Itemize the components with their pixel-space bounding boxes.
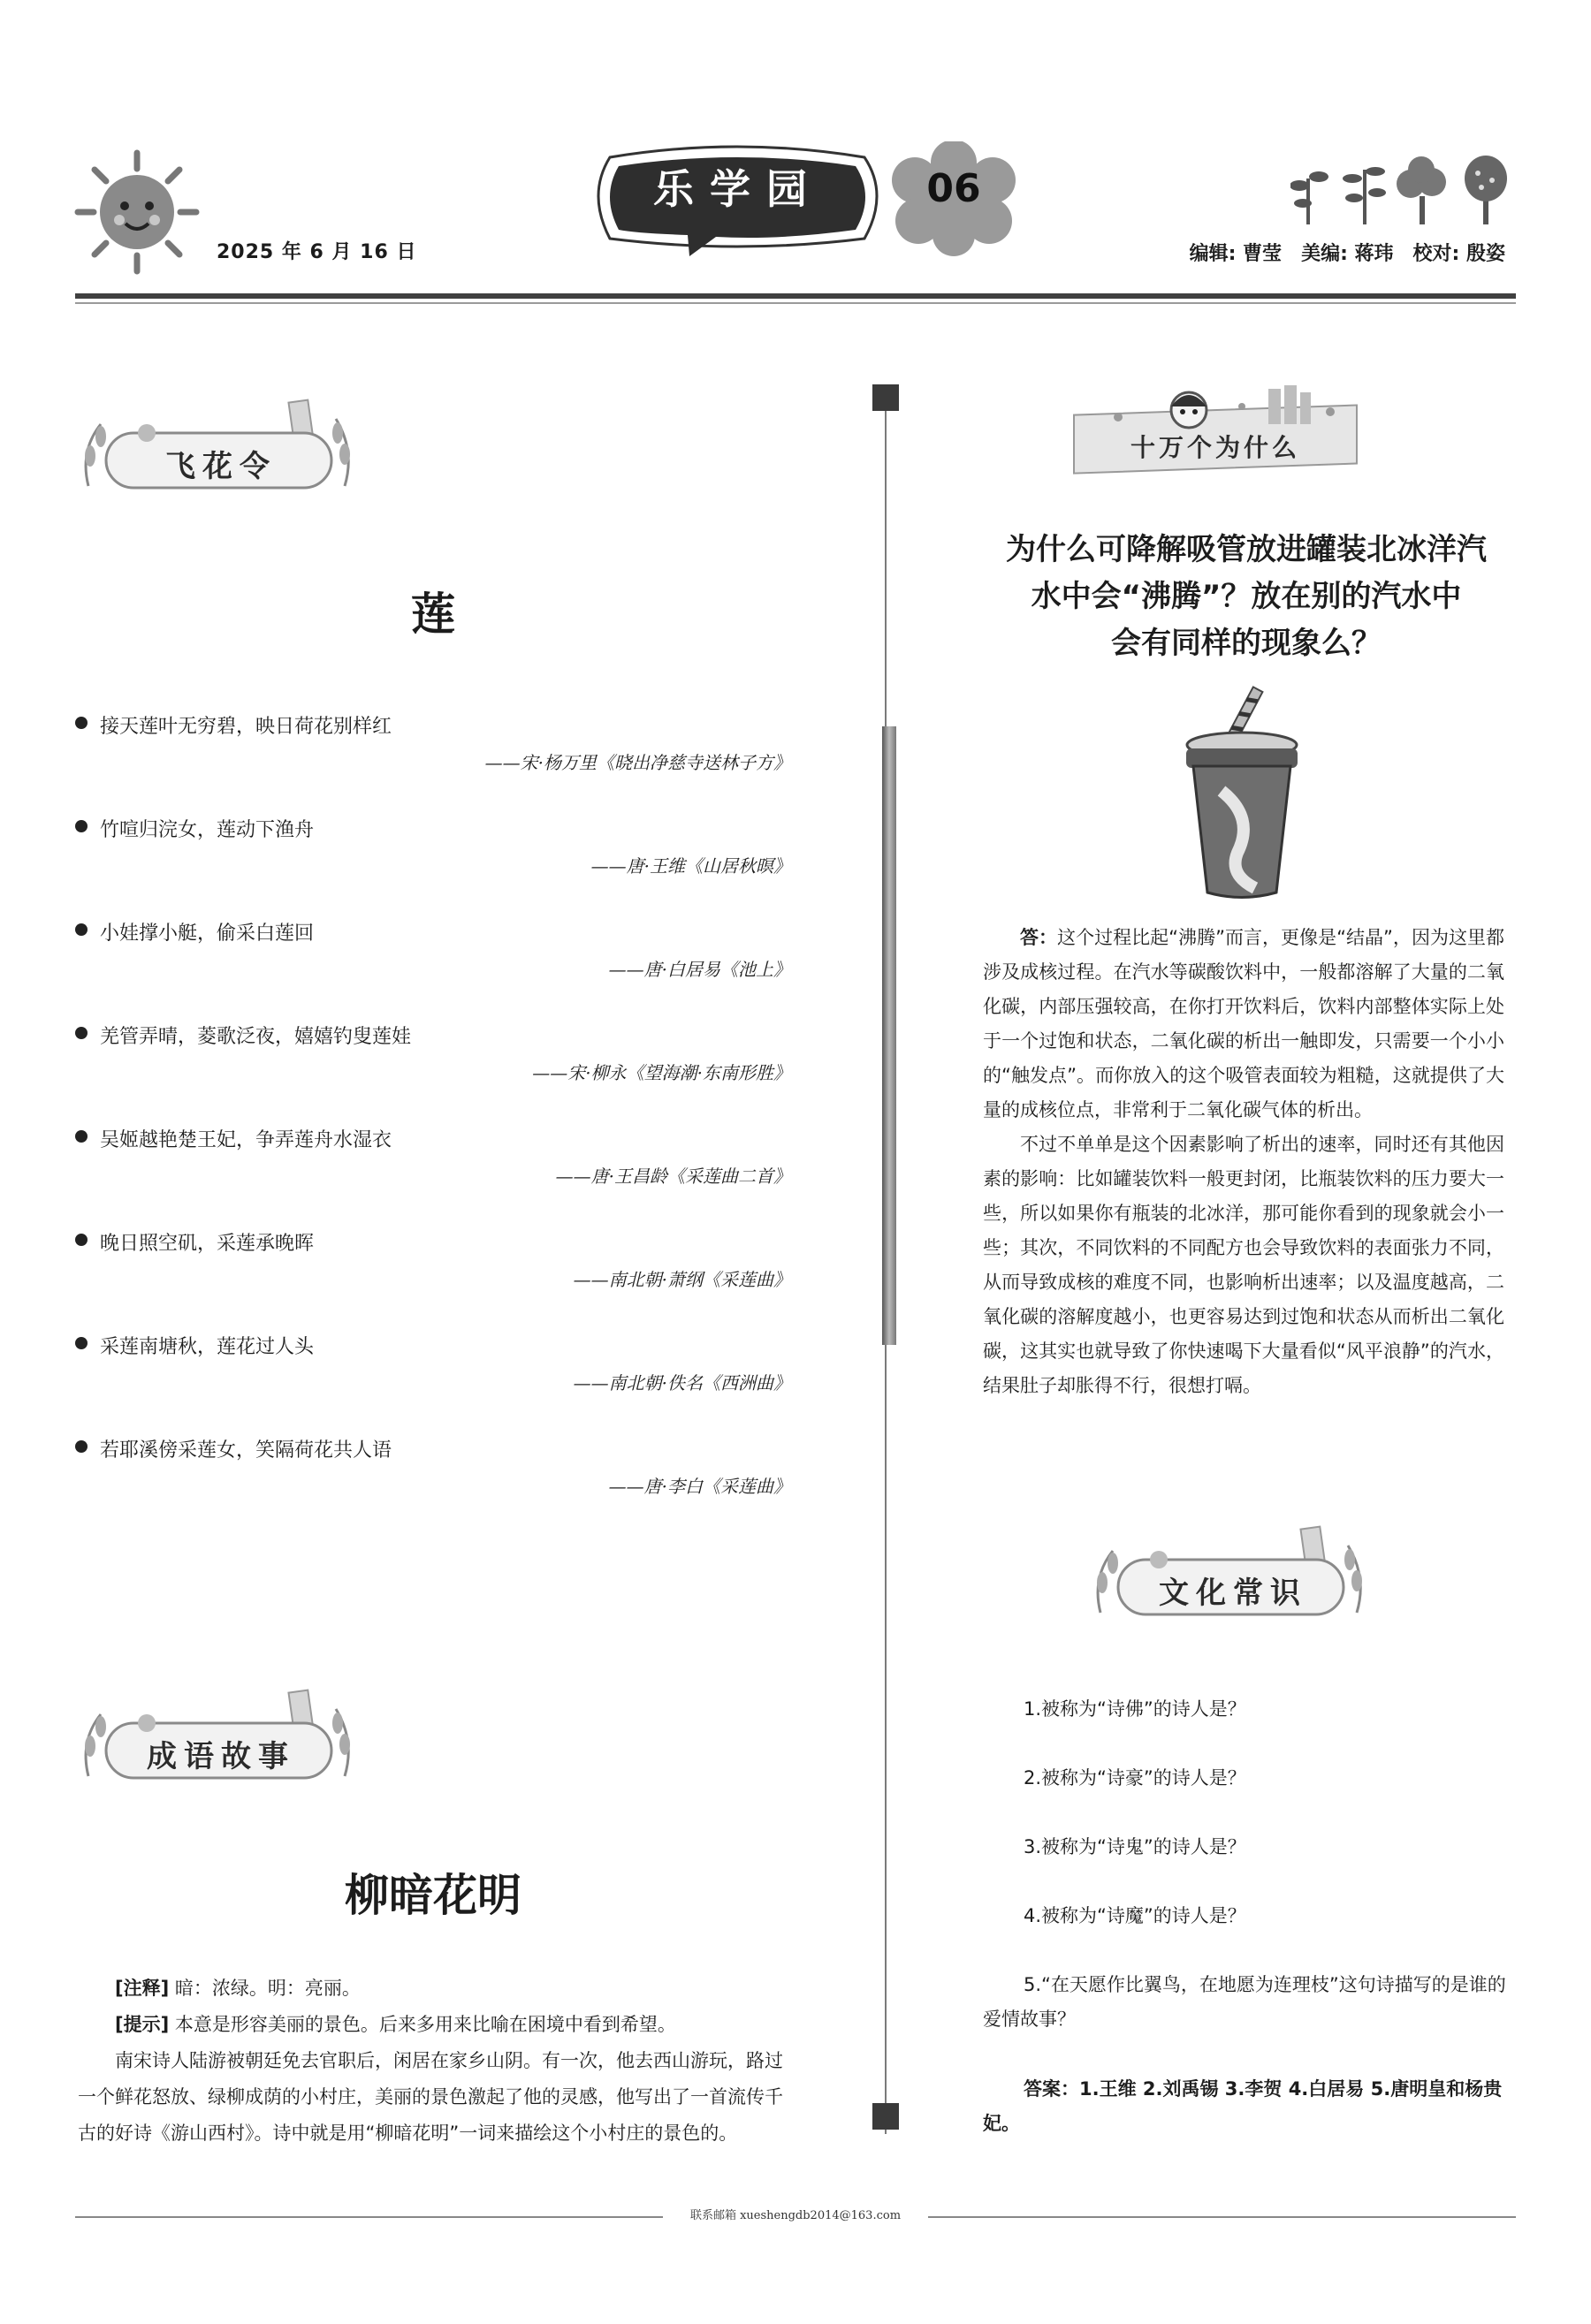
poem-line: 采莲南塘秋，莲花过人头	[100, 1336, 315, 1358]
poem-line: 晚日照空矶，采莲承晚晖	[100, 1233, 315, 1255]
masthead-title: 乐学园	[653, 165, 823, 213]
poem-item	[75, 1332, 791, 1435]
bullet-icon	[75, 1440, 88, 1453]
footer-rule-left	[75, 2216, 663, 2218]
poem-item	[75, 918, 791, 1021]
idiom-story: 南宋诗人陆游被朝廷免去官职后，闲居在家乡山阴。有一次，他去西山游玩，路过一个鲜花怒放、绿柳成荫的小村庄，美丽的景色激起了他的灵感，他写出了一首流传千古的好诗《游山西村》。诗中就是用“柳暗花明”一词来描绘这个小村庄的景色的。	[78, 2050, 783, 2144]
why-question	[981, 527, 1511, 667]
culture-question: 2.被称为“诗豪”的诗人是？	[1024, 1767, 1246, 1789]
editor-credit: 编辑: 曹莹	[1189, 243, 1283, 265]
poem-source: ——南北朝·萧纲《采莲曲》	[573, 1269, 791, 1290]
poem-source: ——唐·李白《采莲曲》	[608, 1476, 791, 1497]
trees-illustration	[1290, 152, 1516, 227]
idiom-label: 成语故事	[147, 1739, 295, 1774]
poem-item	[75, 1021, 791, 1125]
soda-cup-illustration	[1176, 676, 1308, 906]
poem-source: ——南北朝·佚名《西洲曲》	[573, 1372, 791, 1394]
sun-illustration	[71, 146, 203, 278]
page-number: 06	[926, 166, 981, 211]
issue-date: 2025 年 6 月 16 日	[217, 241, 417, 263]
bullet-icon	[75, 820, 88, 832]
poem-line: 吴姬越艳楚王妃，争弄莲舟水湿衣	[100, 1129, 392, 1151]
culture-question: 5.“在天愿作比翼鸟，在地愿为连理枝”这句诗描写的是谁的爱情故事？	[983, 1974, 1506, 2030]
idiom-hint	[78, 2007, 794, 2043]
poem-line: 接天莲叶无穷碧，映日荷花别样红	[100, 716, 392, 738]
footer-rule-right	[928, 2216, 1516, 2218]
poem-theme-title: 莲	[411, 589, 455, 640]
poem-line: 若耶溪傍采莲女，笑隔荷花共人语	[100, 1439, 392, 1462]
why-label: 十万个为什么	[1130, 433, 1300, 462]
feihua-label: 飞花令	[165, 449, 277, 484]
bullet-icon	[75, 1027, 88, 1039]
question-line: 为什么可降解吸管放进罐装北冰洋汽	[1006, 532, 1487, 567]
question-line: 会有同样的现象么？	[1111, 626, 1382, 661]
poem-source: ——宋·柳永《望海潮·东南形胜》	[532, 1062, 791, 1083]
divider-square-bottom	[872, 2103, 899, 2130]
note-label: [注释]	[115, 1978, 170, 1999]
masthead-rule-thin	[75, 302, 1516, 304]
answer-paragraph	[983, 921, 1504, 1128]
masthead-rule	[75, 293, 1516, 299]
hint-text: 本意是形容美丽的景色。后来多用来比喻在困境中看到希望。	[174, 2014, 676, 2035]
culture-question: 1.被称为“诗佛”的诗人是？	[1024, 1698, 1246, 1720]
idiom-note	[78, 1971, 794, 2007]
poem-item	[75, 711, 791, 815]
poem-item	[75, 1228, 791, 1332]
poem-item	[75, 1435, 791, 1538]
bullet-icon	[75, 923, 88, 936]
divider-square-top	[872, 384, 899, 411]
hint-label: [提示]	[115, 2014, 170, 2035]
editorial-credits	[1170, 239, 1505, 266]
why-answer	[983, 921, 1504, 1403]
bullet-icon	[75, 1130, 88, 1143]
culture-label: 文化常识	[1159, 1576, 1307, 1611]
poem-source: ——唐·白居易《池上》	[608, 959, 791, 980]
poem-line: 羌管弄晴，菱歌泛夜，嬉嬉钓叟莲娃	[100, 1026, 412, 1048]
proofreader-credit: 校对: 殷姿	[1412, 243, 1505, 265]
divider-shadow-bar	[882, 726, 896, 1345]
poem-line: 小娃撑小艇，偷采白莲回	[100, 923, 315, 945]
poem-line: 竹喧归浣女，莲动下渔舟	[100, 819, 315, 841]
culture-question: 4.被称为“诗魔”的诗人是？	[1024, 1905, 1246, 1926]
designer-credit: 美编: 蒋玮	[1301, 243, 1394, 265]
answer-paragraph: 不过不单单是这个因素影响了析出的速率，同时还有其他因素的影响：比如罐装饮料一般更封闭，比瓶装饮料的压力要大一些，所以如果你有瓶装的北冰洋，那可能你看到的现象就会小一些；其次，不同饮料的不同配方也会导致饮料的表面张力不同，从而导致成核的难度不同，也影响析出速率；以及温度越高，二氧化碳的溶解度越小，也更容易达到过饱和状态从而析出二氧化碳，这其实也就导致了你快速喝下大量看似“风平浪静”的汽水，结果肚子却胀得不行，很想打嗝。	[983, 1134, 1504, 1396]
bullet-icon	[75, 1337, 88, 1349]
idiom-body	[78, 1971, 794, 2152]
bullet-icon	[75, 1234, 88, 1246]
idiom-title: 柳暗花明	[345, 1870, 521, 1921]
answer-label: 答：	[1020, 927, 1058, 948]
poem-list	[75, 711, 791, 1538]
culture-answers: 答案：1.王维 2.刘禹锡 3.李贺 4.白居易 5.唐明皇和杨贵妃。	[983, 2078, 1503, 2134]
culture-question: 3.被称为“诗鬼”的诗人是？	[1024, 1836, 1246, 1857]
note-text: 暗：浓绿。明：亮丽。	[174, 1978, 361, 1999]
question-line: 水中会“沸腾”？放在别的汽水中	[1031, 579, 1462, 614]
poem-source: ——宋·杨万里《晓出净慈寺送林子方》	[484, 752, 791, 773]
bullet-icon	[75, 717, 88, 729]
poem-source: ——唐·王昌龄《采莲曲二首》	[555, 1166, 791, 1187]
answer-text: 这个过程比起“沸腾”而言，更像是“结晶”，因为这里都涉及成核过程。在汽水等碳酸饮料中，一般都溶解了大量的二氧化碳，内部压强较高，在你打开饮料后，饮料内部整体实际上处于一个过饱和状态，二氧化碳的析出一触即发，只需要一个小小的“触发点”。而你放入的这个吸管表面较为粗糙，这就提供了大量的成核位点，非常利于二氧化碳气体的析出。	[983, 927, 1505, 1120]
poem-item	[75, 815, 791, 918]
footer-email: 联系邮箱 xueshengdb2014@163.com	[689, 2209, 902, 2222]
poem-source: ——唐·王维《山居秋暝》	[590, 855, 791, 877]
poem-item	[75, 1125, 791, 1228]
